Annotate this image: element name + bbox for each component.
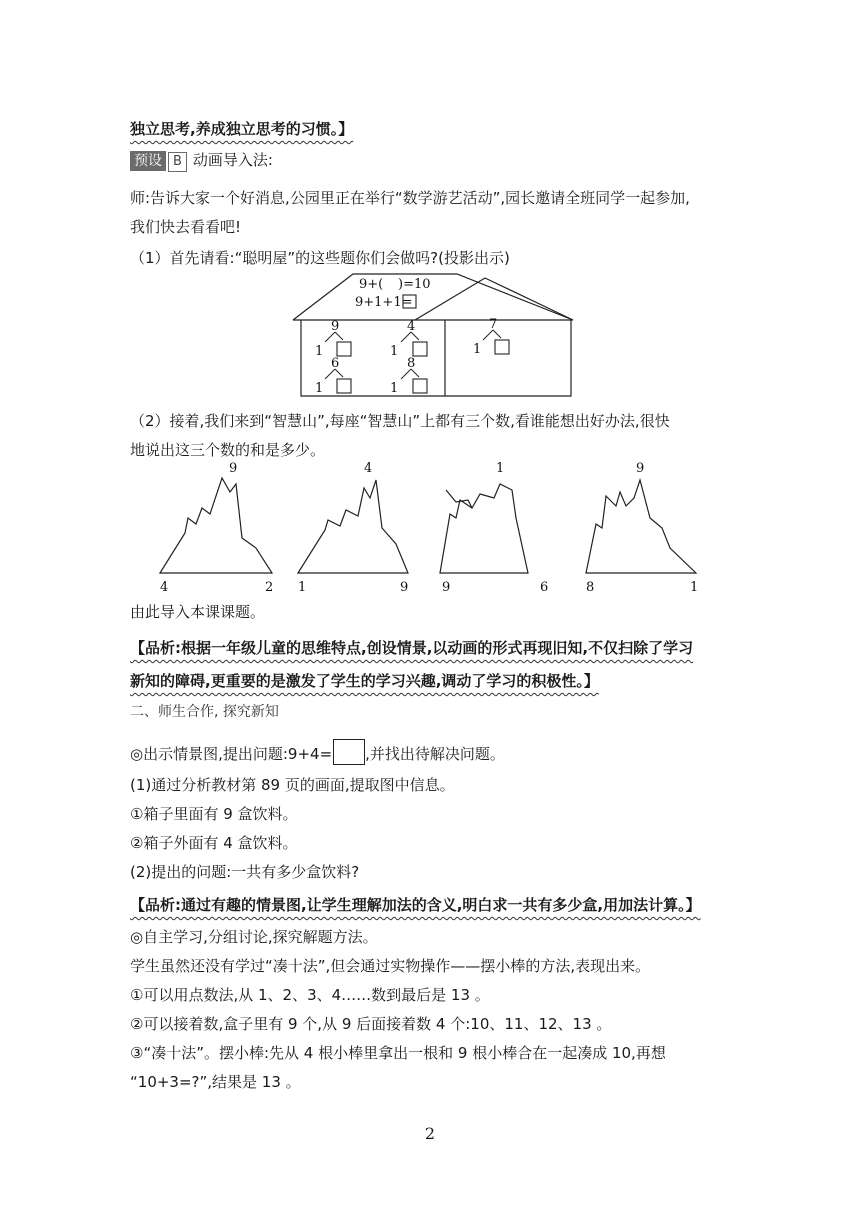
section-heading: 二、师生合作, 探究新知 bbox=[130, 704, 279, 720]
tree-top: 4 bbox=[407, 319, 416, 334]
split-tree-1 bbox=[315, 319, 351, 359]
mountain-left-number: 9 bbox=[442, 580, 451, 595]
house-equation-2: 9+1+1= bbox=[355, 295, 413, 310]
tree-left: 1 bbox=[473, 342, 482, 357]
split-tree-5 bbox=[390, 356, 427, 396]
preset-heading bbox=[130, 149, 273, 172]
mountain-2 bbox=[298, 461, 408, 595]
mountain-left-number: 8 bbox=[586, 580, 595, 595]
mountain-left-number: 4 bbox=[160, 580, 169, 595]
paragraph-line: 师:告诉大家一个好消息,公园里正在举行“数学游艺活动”,园长邀请全班同学一起参加, bbox=[130, 189, 690, 207]
preset-letter: B bbox=[168, 152, 187, 172]
preset-text: 动画导入法: bbox=[192, 151, 273, 169]
step-line: “10+3=?”,结果是 13 。 bbox=[130, 1073, 301, 1091]
answer-blank-box bbox=[333, 739, 365, 765]
mountain-right-number: 6 bbox=[540, 580, 549, 595]
tree-top: 8 bbox=[407, 356, 416, 371]
question-2-line-1: （2）接着,我们来到“智慧山”,每座“智慧山”上都有三个数,看谁能想出好办法,很快 bbox=[130, 412, 670, 430]
step-line: 学生虽然还没有学过“凑十法”,但会通过实物操作——摆小棒的方法,表现出来。 bbox=[130, 957, 651, 975]
scene-question-pre: ◎出示情景图,提出问题:9+4= bbox=[130, 745, 333, 763]
scene-question bbox=[130, 739, 505, 765]
tree-box bbox=[495, 340, 509, 354]
tree-box bbox=[413, 379, 427, 393]
step-line: (1)通过分析教材第 89 页的画面,提取图中信息。 bbox=[130, 776, 455, 794]
mountain-top-number: 9 bbox=[636, 461, 645, 476]
house-equation-1 bbox=[359, 277, 431, 292]
tree-top: 7 bbox=[489, 317, 498, 332]
mountain-top-number: 4 bbox=[364, 461, 373, 476]
step-line: ③“凑十法”。摆小棒:先从 4 根小棒里拿出一根和 9 根小棒合在一起凑成 10,再想 bbox=[130, 1044, 666, 1062]
smart-house-figure bbox=[285, 272, 575, 400]
scene-question-post: ,并找出待解决问题。 bbox=[365, 745, 505, 763]
step-line: ◎自主学习,分组讨论,探究解题方法。 bbox=[130, 928, 378, 946]
eq1-pre: 9+( bbox=[359, 277, 384, 292]
intro-ending: 独立思考,养成独立思考的习惯。】 bbox=[130, 120, 354, 138]
mountain-top-number: 9 bbox=[229, 461, 238, 476]
mountain-right-number: 9 bbox=[400, 580, 409, 595]
tree-top: 9 bbox=[331, 319, 340, 334]
step-line: ②可以接着数,盒子里有 9 个,从 9 后面接着数 4 个:10、11、12、13 。 bbox=[130, 1015, 612, 1033]
analysis-1-line-2: 新知的障碍,更重要的是激发了学生的学习兴趣,调动了学习的积极性。】 bbox=[130, 672, 599, 690]
split-tree-2 bbox=[390, 319, 427, 359]
tree-left: 1 bbox=[390, 381, 399, 396]
mountain-4 bbox=[586, 461, 698, 595]
question-1: （1）首先请看:“聪明屋”的这些题你们会做吗?(投影出示) bbox=[130, 249, 510, 267]
step-line: ①箱子里面有 9 盒饮料。 bbox=[130, 805, 298, 823]
question-2-line-2: 地说出这三个数的和是多少。 bbox=[130, 441, 326, 459]
preset-tag: 预设 bbox=[130, 151, 166, 171]
step-line: (2)提出的问题:一共有多少盒饮料? bbox=[130, 863, 360, 881]
mountain-3 bbox=[440, 461, 548, 595]
tree-left: 1 bbox=[390, 344, 399, 359]
analysis-1-line-1: 【品析:根据一年级儿童的思维特点,创设情景,以动画的形式再现旧知,不仅扫除了学习 bbox=[130, 639, 694, 657]
tree-box bbox=[337, 379, 351, 393]
page-number: 2 bbox=[424, 1124, 436, 1143]
split-tree-3 bbox=[473, 317, 509, 357]
analysis-2: 【品析:通过有趣的情景图,让学生理解加法的含义,明白求一共有多少盒,用加法计算。】 bbox=[130, 896, 701, 914]
tree-box bbox=[413, 342, 427, 356]
wisdom-mountains-figure bbox=[150, 458, 720, 600]
mountain-left-number: 1 bbox=[298, 580, 307, 595]
mountain-top-number: 1 bbox=[496, 461, 505, 476]
eq1-post: )=10 bbox=[398, 277, 431, 292]
mountain-1 bbox=[160, 461, 273, 595]
tree-left: 1 bbox=[315, 344, 324, 359]
split-tree-4 bbox=[315, 356, 351, 396]
mountain-right-number: 1 bbox=[690, 580, 699, 595]
step-line: ①可以用点数法,从 1、2、3、4……数到最后是 13 。 bbox=[130, 986, 490, 1004]
mountain-right-number: 2 bbox=[265, 580, 274, 595]
tree-box bbox=[337, 342, 351, 356]
lead-in-text: 由此导入本课课题。 bbox=[130, 603, 266, 621]
paragraph-line: 我们快去看看吧! bbox=[130, 218, 242, 236]
tree-left: 1 bbox=[315, 381, 324, 396]
tree-top: 6 bbox=[331, 356, 340, 371]
step-line: ②箱子外面有 4 盒饮料。 bbox=[130, 834, 298, 852]
